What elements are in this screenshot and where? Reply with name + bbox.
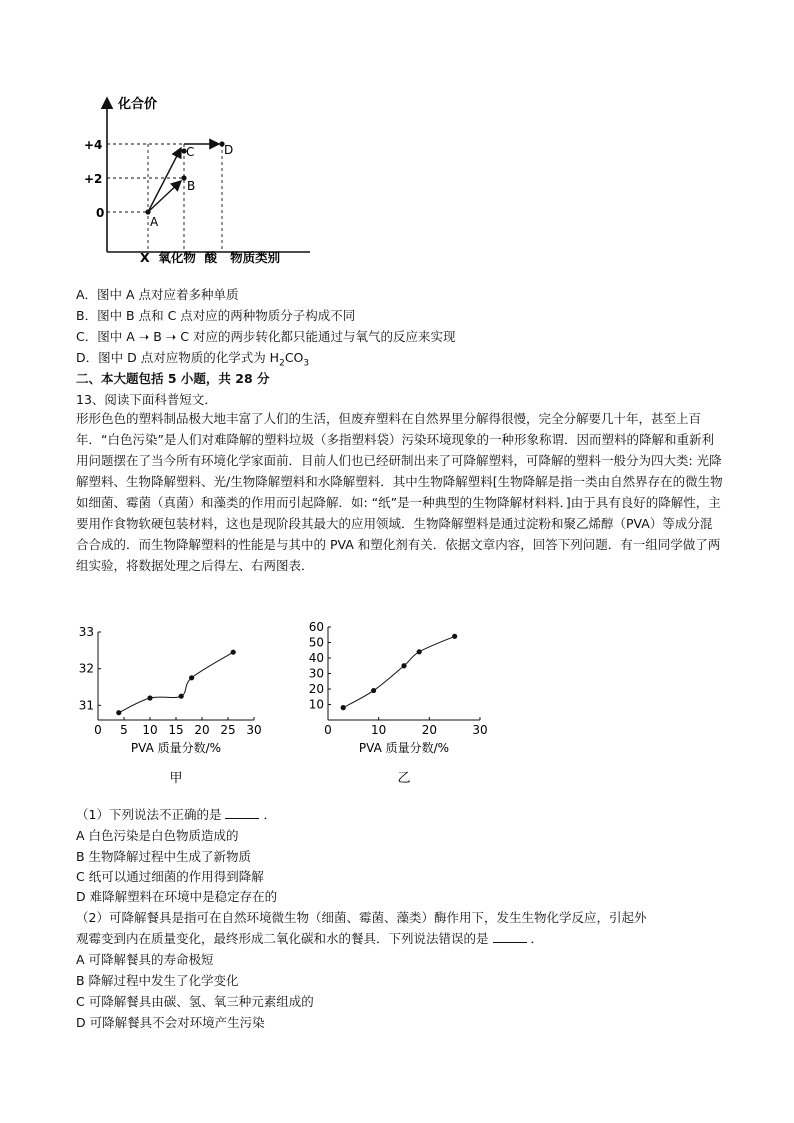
x-tick-label: 10 [371, 723, 387, 737]
y-tick-plus4: +4 [84, 138, 103, 152]
chart-yi [300, 616, 500, 800]
y-axis-label: 化合价 [118, 97, 158, 112]
y-tick-label: 33 [78, 625, 94, 639]
science-passage: 形形色色的塑料制品极大地丰富了人们的生活，但废弃塑料在自然界里分解得很慢，完全分解要几十年，甚至上百年．“白色污染”是人们对难降解的塑料垃圾（多指塑料袋）污染环境现象的一种形象称谓．因而塑料的降解和重新利用问题摆在了当今所有环境化学家面前．目前人们也已经研制出来了可降解塑料，可降解的塑料一般分为四大类: 光降解塑料、生物降解塑料、光/生物降解塑料和水降解塑料．其中生物降解塑料[生物降解是指一类由自然界存在的微生物如细菌、霉菌（真菌）和藻类的作用而引起降解．如: “纸”是一种典型的生物降解材料料．]由于具有良好的降解性，主要用作食物软硬包装材料，这也是现阶段其最大的应用领域．生物降解塑料是通过淀粉和聚乙烯醇（PVA）等成分混合合成的．而生物降解塑料的性能是与其中的 PVA 和塑化剂有关．依据文章内容，回答下列问题．有一组同学做了两组实验，将数据处理之后得左、右两图表． [76, 411, 723, 573]
x-axis-label: PVA 质量分数/% [130, 741, 222, 755]
x-tick-label: 10 [142, 723, 158, 737]
section-2-title: 二、本大题包括 5 小题，共 28 分 [76, 371, 270, 386]
y-tick-label: 50 [308, 635, 324, 650]
y-tick-label: 40 [308, 651, 324, 665]
y-tick-label: 31 [78, 698, 94, 713]
x-tick-label: 5 [120, 723, 128, 737]
answer-blank[interactable] [493, 930, 527, 943]
x-tick-label: 20 [194, 723, 210, 737]
data-point [189, 675, 194, 680]
right-arrow-icon: ➝ [165, 329, 177, 344]
point-c-label: C [186, 145, 195, 159]
q2-stem-line1: （2）可降解餐具是指可在自然环境微生物（细菌、霉菌、藻类）酶作用下，发生生物化学反应，引起外 [76, 910, 647, 925]
q2-option-d: D 可降解餐具不会对环境产生污染 [76, 1015, 265, 1030]
x-tick-label: 30 [472, 723, 488, 737]
series-line [119, 652, 233, 713]
q1-option-a: A 白色污染是白色物质造成的 [76, 828, 239, 843]
series-line [343, 636, 454, 707]
point-a [145, 209, 150, 214]
data-point [417, 649, 422, 654]
x-tick-label: 20 [421, 723, 437, 737]
q1-stem: （1）下列说法不正确的是 ． [76, 807, 276, 822]
x-tick-label: 0 [324, 723, 332, 737]
x-axis-label: PVA 质量分数/% [358, 741, 450, 755]
q1-option-d: D 难降解塑料在环境中是稳定存在的 [76, 889, 278, 904]
q12-option-b: B．图中 B 点和 C 点对应的两种物质分子构成不同 [76, 308, 356, 323]
q2-stem-line2: 观霉变到内在质量变化，最终形成二氧化碳和水的餐具．下列说法错误的是 ． [76, 931, 543, 946]
q1-option-b: B 生物降解过程中生成了新物质 [76, 849, 252, 864]
y-tick-plus2: +2 [84, 172, 103, 186]
valence-category-chart [80, 92, 320, 268]
arrow-a-to-c [148, 148, 181, 212]
chart-caption: 乙 [397, 771, 411, 786]
data-point [116, 710, 121, 715]
chart-jia [76, 620, 276, 800]
right-arrow-icon: ➝ [138, 329, 150, 344]
q2-option-a: A 可降解餐具的寿命极短 [76, 952, 214, 967]
data-point [341, 705, 346, 710]
data-point [371, 688, 376, 693]
point-b [181, 175, 186, 180]
q1-option-c: C 纸可以通过细菌的作用得到降解 [76, 869, 264, 884]
arrow-a-to-b [148, 181, 181, 212]
y-tick-label: 30 [308, 666, 324, 681]
q2-option-c: C 可降解餐具由碳、氢、氧三种元素组成的 [76, 994, 314, 1009]
q12-option-a: A．图中 A 点对应着多种单质 [76, 287, 239, 302]
question-13-intro: 13、阅读下面科普短文． [76, 392, 217, 407]
q12-option-c: C．图中 A ➝ B ➝ C 对应的两步转化都只能通过与氧气的反应来实现 [76, 329, 456, 344]
x-tick-label: 30 [246, 723, 262, 737]
x-tick-label: 15 [168, 723, 184, 737]
data-point [401, 663, 406, 668]
y-tick-label: 32 [78, 661, 94, 676]
answer-blank[interactable] [225, 806, 259, 819]
y-tick-label: 60 [308, 620, 324, 634]
data-point [452, 634, 457, 639]
point-a-label: A [150, 215, 159, 229]
data-point [179, 694, 184, 699]
y-tick-label: 10 [308, 697, 324, 712]
point-d-label: D [224, 143, 234, 157]
chart-caption: 甲 [169, 771, 183, 786]
y-tick-label: 20 [308, 682, 324, 696]
data-point [231, 650, 236, 655]
x-tick-label: 0 [94, 723, 102, 737]
q12-option-d: D．图中 D 点对应物质的化学式为 $H_2CO_3$ [76, 350, 310, 369]
x-tick-label: 25 [220, 723, 236, 737]
x-axis-categories: X 氧化物 酸 物质类别 [140, 250, 281, 265]
q2-option-b: B 降解过程中发生了化学变化 [76, 973, 239, 988]
point-b-label: B [187, 179, 196, 193]
data-point [147, 695, 152, 700]
y-tick-zero: 0 [96, 206, 105, 220]
